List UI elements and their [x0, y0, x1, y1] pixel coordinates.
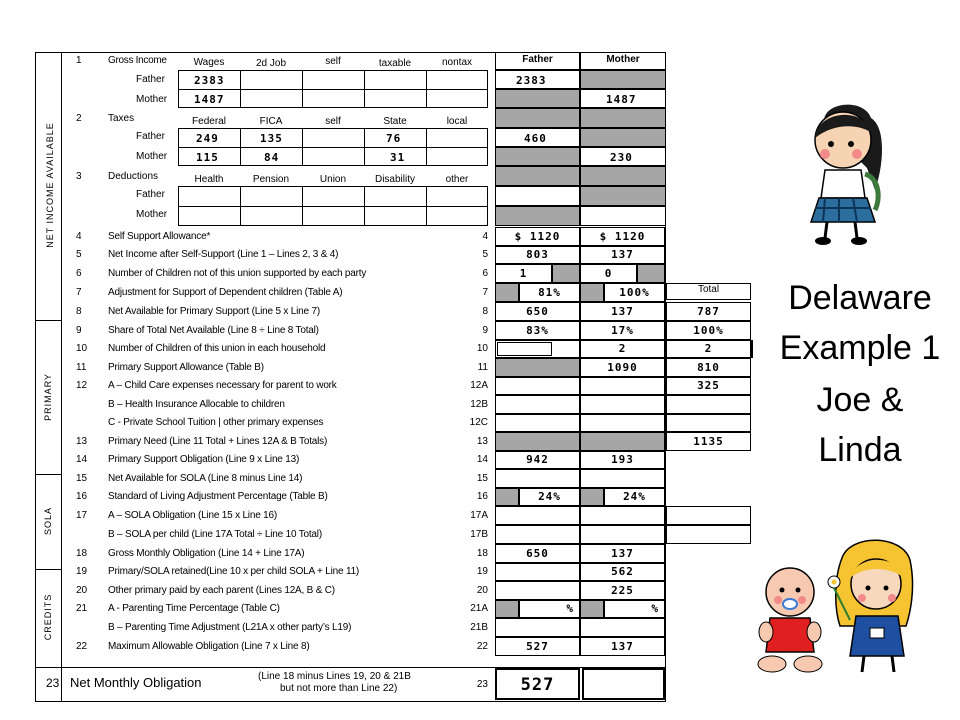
line-reference: 4: [482, 231, 488, 242]
title-line: Delaware: [788, 279, 932, 317]
mother-value: 137: [611, 305, 634, 318]
row-sublabel: Father: [136, 131, 165, 142]
grid-line: [364, 186, 365, 226]
row-sublabel: Mother: [136, 94, 168, 105]
line-number: 12: [76, 380, 88, 391]
mother-cell: [580, 618, 665, 637]
subcolumn-label: nontax: [441, 57, 473, 68]
shaded-cell: [580, 128, 666, 147]
subcolumn-label: 2d Job: [255, 58, 287, 69]
line-reference: 14: [476, 454, 488, 465]
total-cell: [666, 525, 751, 544]
father-cell: [495, 377, 580, 395]
mother-value: 137: [611, 547, 634, 560]
mother-value: %: [651, 602, 659, 615]
line-label: B – Parenting Time Adjustment (L21A x other party’s L19): [108, 622, 352, 633]
father-wages-value: 2383: [194, 74, 225, 87]
father-value: 527: [526, 640, 549, 653]
grid-line: [178, 147, 488, 148]
shaded-cell: [751, 340, 753, 358]
mother-value: 17%: [611, 324, 634, 337]
line-number: 10: [76, 343, 88, 354]
mother-fica-tax: 84: [264, 151, 280, 164]
line-number: 1: [76, 55, 82, 66]
line-reference: 12A: [470, 380, 488, 391]
section-divider: [35, 474, 62, 475]
total-value: 325: [697, 379, 720, 392]
grid-line: [426, 70, 427, 108]
mother-deduction-total-cell: [580, 206, 666, 226]
line-number: 19: [76, 566, 88, 577]
father-value: 942: [526, 453, 549, 466]
mother-cell: [580, 432, 665, 451]
shaded-cell: [580, 488, 604, 506]
line-reference: 23: [476, 679, 488, 690]
shaded-cell: [580, 600, 604, 618]
subcolumn-label: other: [445, 174, 469, 185]
row-sublabel: Mother: [136, 151, 168, 162]
line-number: 17: [76, 510, 88, 521]
shaded-cell: [495, 108, 580, 128]
section-label-net-income: NET INCOME AVAILABLE: [45, 122, 55, 248]
line-reference: 12C: [469, 417, 488, 428]
line-label: Number of Children not of this union supported by each party: [108, 268, 367, 279]
father-federal-tax: 249: [196, 132, 219, 145]
line-label: Adjustment for Support of Dependent children (Table A): [108, 287, 343, 298]
line-number: 4: [76, 231, 82, 242]
total-header-label: Total: [697, 284, 720, 295]
mother-wages-value: 1487: [194, 93, 225, 106]
line-reference: 10: [476, 343, 488, 354]
subcolumn-label: local: [446, 116, 468, 127]
father-inner-cell: [497, 342, 552, 356]
subcolumn-label: Disability: [374, 174, 415, 185]
mother-value: 225: [611, 584, 634, 597]
line-number: 8: [76, 306, 82, 317]
net-monthly-obligation-label: Net Monthly Obligation: [70, 675, 202, 690]
total-value: 2: [704, 342, 713, 355]
line-label: Other primary paid by each parent (Lines 12A, B & C): [108, 585, 335, 596]
line-number: 20: [76, 585, 88, 596]
shaded-cell: [495, 206, 580, 226]
subcolumn-label: Union: [319, 174, 347, 185]
grid-line: [426, 128, 427, 166]
line-reference: 21A: [470, 603, 488, 614]
father-income-total: 2383: [516, 74, 547, 87]
section-label-primary: PRIMARY: [43, 373, 53, 421]
line-label: A - Parenting Time Percentage (Table C): [108, 603, 280, 614]
mother-value: 100%: [619, 286, 650, 299]
shaded-cell: [495, 600, 519, 618]
shaded-cell: [495, 89, 580, 108]
mother-tax-total: 230: [610, 151, 633, 164]
line23-note: (Line 18 minus Lines 19, 20 & 21B: [258, 671, 411, 682]
line-reference: 8: [482, 306, 488, 317]
father-cell: [495, 358, 580, 377]
line-label: Self Support Allowance*: [108, 231, 211, 242]
total-cell: [666, 506, 751, 525]
grid-line: [364, 128, 365, 166]
grid-line: [178, 89, 488, 90]
shaded-cell: [495, 166, 580, 186]
row-sublabel: Mother: [136, 209, 168, 220]
subcolumn-label: Pension: [252, 174, 290, 185]
line-number: 23: [46, 676, 60, 690]
grid-line: [364, 70, 365, 108]
father-cell: [495, 581, 580, 600]
line-number: 2: [76, 113, 82, 124]
line-number: 11: [76, 362, 87, 373]
line-number: 9: [76, 325, 82, 336]
shaded-cell: [495, 283, 519, 302]
father-value: 81%: [538, 286, 561, 299]
grid-line: [302, 186, 303, 226]
line23-note: but not more than Line 22): [280, 683, 398, 694]
mother-header-label: Mother: [606, 54, 640, 65]
grid-line: [240, 128, 241, 166]
net-obligation-mother-cell: [582, 668, 665, 700]
shaded-cell: [580, 283, 604, 302]
section-label-credits: CREDITS: [43, 593, 53, 641]
total-value: 100%: [693, 324, 724, 337]
line-number: 6: [76, 268, 82, 279]
line-number: 7: [76, 287, 82, 298]
father-cell: [495, 414, 580, 432]
father-cell: [495, 469, 580, 488]
father-tax-total: 460: [524, 132, 547, 145]
shaded-cell: [580, 108, 666, 128]
mother-value: 137: [611, 640, 634, 653]
mother-value: $ 1120: [599, 230, 646, 243]
line-reference: 20: [476, 585, 488, 596]
mother-state-tax: 31: [390, 151, 406, 164]
line-reference: 16: [476, 491, 488, 502]
line-number: 5: [76, 249, 82, 260]
title-line: Linda: [818, 431, 902, 469]
total-value: 810: [697, 361, 720, 374]
mother-value: 193: [611, 453, 634, 466]
blonde-girl-clipart: [820, 538, 915, 678]
section-divider: [35, 320, 62, 321]
line-label: B – Health Insurance Allocable to children: [108, 399, 285, 410]
subcolumn-label: Health: [194, 174, 224, 185]
subcolumn-label: FICA: [259, 116, 283, 127]
father-cell: [495, 432, 580, 451]
total-cell: [666, 395, 751, 414]
line-label: Maximum Allowable Obligation (Line 7 x Line 8): [108, 641, 310, 652]
line-number: 16: [76, 491, 88, 502]
grid-line: [178, 206, 488, 207]
line-reference: 5: [482, 249, 488, 260]
section-divider: [35, 569, 62, 570]
row-sublabel: Father: [136, 74, 165, 85]
line-label: Deductions: [108, 171, 159, 182]
total-cell: [666, 414, 751, 432]
mother-cell: [580, 506, 665, 525]
mother-value: 24%: [623, 490, 646, 503]
line-reference: 17A: [470, 510, 488, 521]
shaded-cell: [637, 264, 665, 283]
line-number: 22: [76, 641, 88, 652]
father-deduction-total-cell: [495, 186, 580, 206]
line-label: Taxes: [108, 113, 135, 124]
father-cell: [495, 618, 580, 637]
row-sublabel: Father: [136, 189, 165, 200]
total-value: 1135: [693, 435, 724, 448]
grid-line: [302, 128, 303, 166]
mother-cell: [580, 414, 665, 432]
subcolumn-label: State: [383, 116, 407, 127]
father-value: 24%: [538, 490, 561, 503]
line-reference: 21B: [470, 622, 488, 633]
shaded-cell: [552, 264, 580, 283]
shaded-cell: [580, 166, 666, 186]
line-label: Standard of Living Adjustment Percentage (Table B): [108, 491, 328, 502]
line-label: Net Available for Primary Support (Line 5 x Line 7): [108, 306, 320, 317]
section-divider: [61, 52, 62, 702]
shaded-cell: [495, 147, 580, 166]
subcolumn-label: Wages: [193, 57, 225, 68]
line-reference: 7: [482, 287, 488, 298]
line-reference: 9: [482, 325, 488, 336]
father-cell: [495, 395, 580, 414]
line-reference: 22: [476, 641, 488, 652]
father-value: %: [566, 602, 574, 615]
father-fica-tax: 135: [260, 132, 283, 145]
shaded-cell: [580, 70, 666, 89]
subcolumn-label: Federal: [192, 116, 226, 127]
line-reference: 11: [477, 362, 488, 373]
line-label: Primary Support Obligation (Line 9 x Line 13): [108, 454, 300, 465]
line-number: 14: [76, 454, 88, 465]
net-obligation-value: 527: [520, 675, 555, 695]
line-label: Primary Support Allowance (Table B): [108, 362, 264, 373]
shaded-cell: [495, 488, 519, 506]
grid-line: [426, 186, 427, 226]
title-line: Example 1: [779, 329, 941, 367]
father-value: 1: [519, 267, 528, 280]
line-label: Share of Total Net Available (Line 8 ÷ Line 8 Total): [108, 325, 319, 336]
father-cell: [495, 506, 580, 525]
line-reference: 13: [476, 436, 488, 447]
grid-line: [302, 70, 303, 108]
line-number: 18: [76, 548, 88, 559]
shaded-cell: [580, 186, 666, 206]
line-label: Primary/SOLA retained(Line 10 x per child SOLA + Line 11): [108, 566, 360, 577]
line-reference: 18: [476, 548, 488, 559]
father-value: $ 1120: [514, 230, 561, 243]
subcolumn-label: self: [325, 116, 341, 127]
line-label: Gross Income: [108, 55, 167, 66]
line-label: A – SOLA Obligation (Line 15 x Line 16): [108, 510, 277, 521]
line-reference: 19: [476, 566, 488, 577]
father-value: 650: [526, 305, 549, 318]
mother-value: 0: [604, 267, 613, 280]
father-header-label: Father: [522, 54, 553, 65]
subcolumn-label: self: [325, 56, 341, 67]
title-line: Joe &: [816, 381, 904, 419]
father-cell: [495, 525, 580, 544]
line-number: 21: [76, 603, 88, 614]
grid-line: [240, 186, 241, 226]
mother-cell: [580, 469, 665, 488]
line-label: Net Available for SOLA (Line 8 minus Line 14): [108, 473, 303, 484]
mother-federal-tax: 115: [196, 151, 219, 164]
father-value: 83%: [526, 324, 549, 337]
line-label: Primary Need (Line 11 Total + Lines 12A & B Totals): [108, 436, 328, 447]
grid-line: [240, 70, 241, 108]
line-number: 15: [76, 473, 88, 484]
line-label: Net Income after Self-Support (Line 1 – Lines 2, 3 & 4): [108, 249, 339, 260]
line-reference: 17B: [470, 529, 488, 540]
line-label: B – SOLA per child (Line 17A Total ÷ Line 10 Total): [108, 529, 322, 540]
line-reference: 12B: [470, 399, 488, 410]
line-label: Number of Children of this union in each household: [108, 343, 326, 354]
line-label: C - Private School Tuition | other primary expenses: [108, 417, 324, 428]
mother-value: 562: [611, 565, 634, 578]
mother-cell: [580, 377, 665, 395]
father-state-tax: 76: [386, 132, 402, 145]
father-cell: [495, 563, 580, 581]
mother-value: 2: [618, 342, 627, 355]
mother-value: 1090: [607, 361, 638, 374]
mother-income-total: 1487: [606, 93, 637, 106]
mother-cell: [580, 395, 665, 414]
father-value: 650: [526, 547, 549, 560]
subcolumn-label: taxable: [378, 58, 412, 69]
line-number: 3: [76, 171, 82, 182]
girl-clipart: [795, 98, 890, 248]
line-label: Gross Monthly Obligation (Line 14 + Line 17A): [108, 548, 305, 559]
section-label-sola: SOLA: [43, 507, 53, 536]
line-number: 13: [76, 436, 88, 447]
mother-value: 137: [611, 248, 634, 261]
line-reference: 15: [476, 473, 488, 484]
line-reference: 6: [482, 268, 488, 279]
total-value: 787: [697, 305, 720, 318]
line-label: A – Child Care expenses necessary for parent to work: [108, 380, 337, 391]
mother-cell: [580, 525, 665, 544]
father-value: 803: [526, 248, 549, 261]
